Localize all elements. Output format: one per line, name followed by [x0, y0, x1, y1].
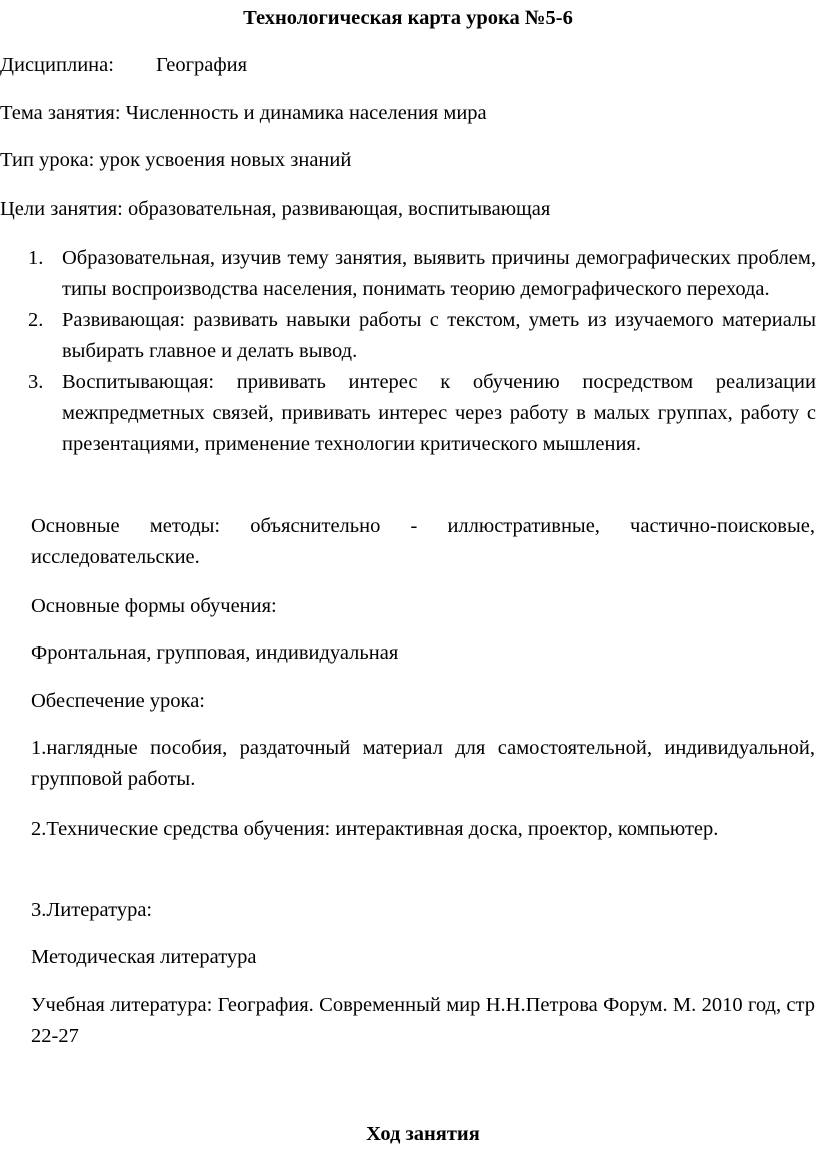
- lesson-course-heading: Ход занятия: [366, 1123, 480, 1145]
- topic-line: Тема занятия: Численность и динамика населения мира: [0, 102, 487, 124]
- lesson-type-line: Тип урока: урок усвоения новых знаний: [0, 149, 352, 171]
- goals-list: [28, 243, 816, 460]
- textbook-literature: Учебная литература: География. Современный мир Н.Н.Петрова Форум. М. 2010 год, стр 22-27: [31, 994, 815, 1047]
- goal-number: 3.: [28, 371, 44, 393]
- forms-label: Основные формы обучения:: [31, 595, 277, 617]
- goal-text: Образовательная, изучив тему занятия, выявить причины демографических проблем, типы воспроизводства населения, понимать теорию демографического перехода.: [62, 247, 816, 300]
- methods-paragraph: Основные методы: объяснительно - иллюстративные, частично-поисковые, исследовательские.: [31, 515, 815, 568]
- discipline-line: [0, 51, 247, 79]
- goal-item-2: [28, 305, 816, 367]
- provision-label: Обеспечение урока:: [31, 690, 205, 712]
- discipline-value: География: [156, 54, 248, 76]
- provision-item-1: 1.наглядные пособия, раздаточный материал для самостоятельной, индивидуальной, групповой работы.: [31, 737, 815, 790]
- goal-number: 2.: [28, 309, 44, 331]
- page-title: Технологическая карта урока №5-6: [243, 7, 573, 29]
- literature-label: 3.Литература:: [31, 899, 153, 921]
- goal-text: Развивающая: развивать навыки работы с текстом, уметь из изучаемого материалы выбирать главное и делать вывод.: [62, 309, 816, 362]
- goal-item-3: [28, 367, 816, 460]
- provision-item-2: 2.Технические средства обучения: интерактивная доска, проектор, компьютер.: [31, 818, 719, 840]
- discipline-label: Дисциплина:: [0, 54, 114, 76]
- forms-value: Фронтальная, групповая, индивидуальная: [31, 642, 399, 664]
- goal-item-1: [28, 243, 816, 305]
- goal-number: 1.: [28, 247, 44, 269]
- goal-text: Воспитывающая: прививать интерес к обучению посредством реализации межпредметных связей, прививать интерес через работу в малых группах, работу с презентациями, применение технологии критического мышления.: [62, 371, 816, 455]
- methodical-literature: Методическая литература: [31, 946, 257, 968]
- goals-intro-line: Цели занятия: образовательная, развивающая, воспитывающая: [0, 198, 551, 220]
